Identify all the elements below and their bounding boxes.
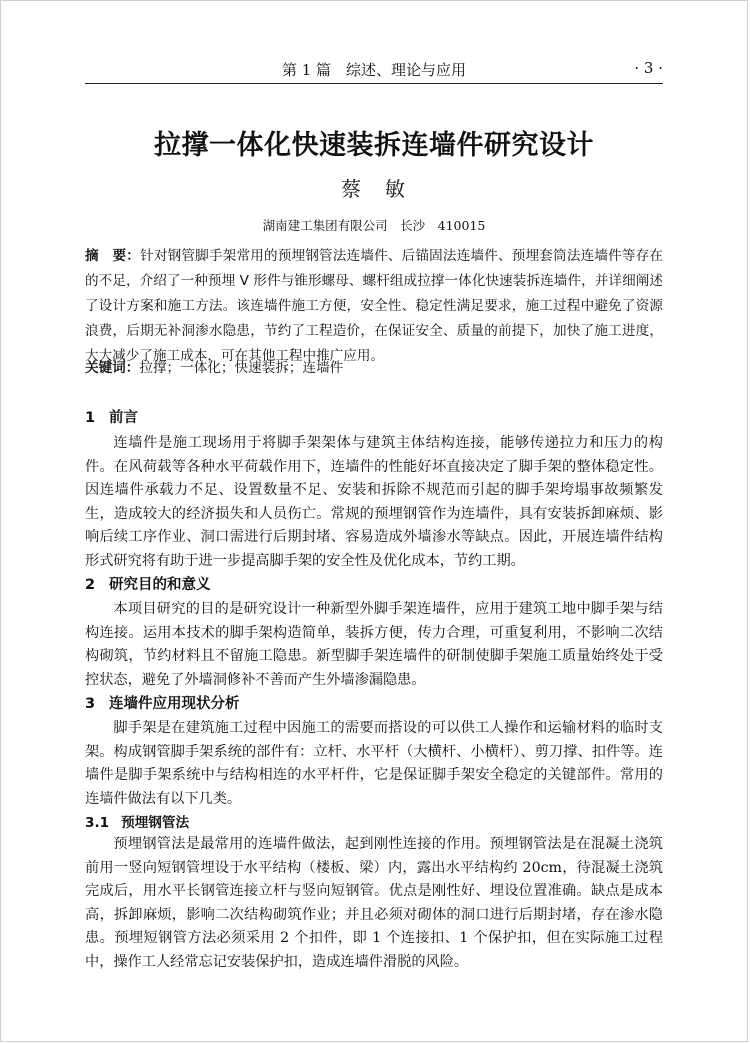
subsection-heading-3-1	[85, 811, 663, 831]
subsection-number: 3.1	[85, 815, 110, 831]
page-number: · 3 ·	[634, 59, 663, 77]
section-2-paragraph: 本项目研究的目的是研究设计一种新型外脚手架连墙件，应用于建筑工地中脚手架与结构连接。运用本技术的脚手架构造简单，装拆方便，传力合理，可重复利用，不影响二次结构砌筑，节约材料且不留施工隐患。新型脚手架连墙件的研制使脚手架施工质量始终处于受控状态，避免了外墙洞修补不善而产生外墙渗漏隐患。	[85, 601, 663, 688]
section-title: 研究目的和意义	[109, 577, 211, 593]
keywords-text: 拉撑；一体化；快速装拆；连墙件	[139, 360, 344, 376]
keywords	[85, 356, 663, 381]
abstract-label: 摘 要：	[85, 248, 141, 264]
section-1-paragraph: 连墙件是施工现场用于将脚手架架体与建筑主体结构连接，能够传递拉力和压力的构件。在风荷载等各种水平荷载作用下，连墙件的性能好坏直接决定了脚手架的整体稳定性。因连墙件承载力不足、设置数量不足、安装和拆除不规范而引起的脚手架垮塌事故频繁发生，造成较大的经济损失和人员伤亡。常规的预埋钢管作为连墙件，具有安装拆卸麻烦、影响后续工序作业、洞口需进行后期封堵、容易造成外墙渗水等缺点。因此，开展连墙件结构形式研究将有助于进一步提高脚手架的安全性及优化成本，节约工期。	[85, 435, 663, 569]
author-affiliation: 湖南建工集团有限公司 长沙 410015	[262, 218, 486, 233]
section-heading-3	[85, 692, 663, 713]
subsection-title: 预埋钢管法	[121, 815, 190, 831]
section-heading-1	[85, 406, 663, 427]
abstract	[85, 244, 663, 369]
section-heading-2	[85, 573, 663, 594]
section-3-paragraph: 脚手架是在建筑施工过程中因施工的需要而搭设的可以供工人操作和运输材料的临时支架。构成钢管脚手架系统的部件有：立杆、水平杆（大横杆、小横杆）、剪刀撑、扣件等。连墙件是脚手架系统中与结构相连的水平杆件，它是保证脚手架安全稳定的关键部件。常用的连墙件做法有以下几类。	[85, 720, 663, 807]
keywords-label: 关键词：	[85, 360, 140, 376]
section-title: 连墙件应用现状分析	[109, 696, 240, 712]
section-title: 前言	[109, 410, 138, 426]
section-number: 3	[85, 696, 96, 712]
section-number: 2	[85, 577, 96, 593]
article-author: 蔡 敏	[341, 177, 407, 201]
subsection-3-1-paragraph: 预埋钢管法是最常用的连墙件做法，起到刚性连接的作用。预埋钢管法是在混凝土浇筑前用一竖向短钢管埋设于水平结构（楼板、梁）内，露出水平结构约 20cm，待混凝土浇筑完成后，用水平长钢管连接立杆与竖向短钢管。优点是刚性好、埋设位置准确。缺点是成本高，拆卸麻烦，影响二次结构砌筑作业；并且必须对砌体的洞口进行后期封堵，存在渗水隐患。预埋短钢管方法必须采用 2 个扣件，即 1 个连接扣、1 个保护扣，但在实际施工过程中，操作工人经常忘记安装保护扣，造成连墙件滑脱的风险。	[85, 836, 663, 970]
article-title: 拉撑一体化快速装拆连墙件研究设计	[154, 130, 594, 161]
running-header	[85, 57, 663, 84]
abstract-text: 针对钢管脚手架常用的预埋钢管法连墙件、后锚固法连墙件、预埋套筒法连墙件等存在的不足，介绍了一种预埋 V 形件与锥形螺母、螺杆组成拉撑一体化快速装拆连墙件，并详细阐述了设计方案和施工方法。该连墙件施工方便，安全性、稳定性满足要求，施工过程中避免了资源浪费，后期无补洞渗水隐患，节约了工程造价，在保证安全、质量的前提下，加快了施工进度，大大减少了施工成本，可在其他工程中推广应用。	[85, 248, 664, 364]
section-number: 1	[85, 410, 96, 426]
part-title: 第 1 篇 综述、理论与应用	[281, 61, 467, 79]
